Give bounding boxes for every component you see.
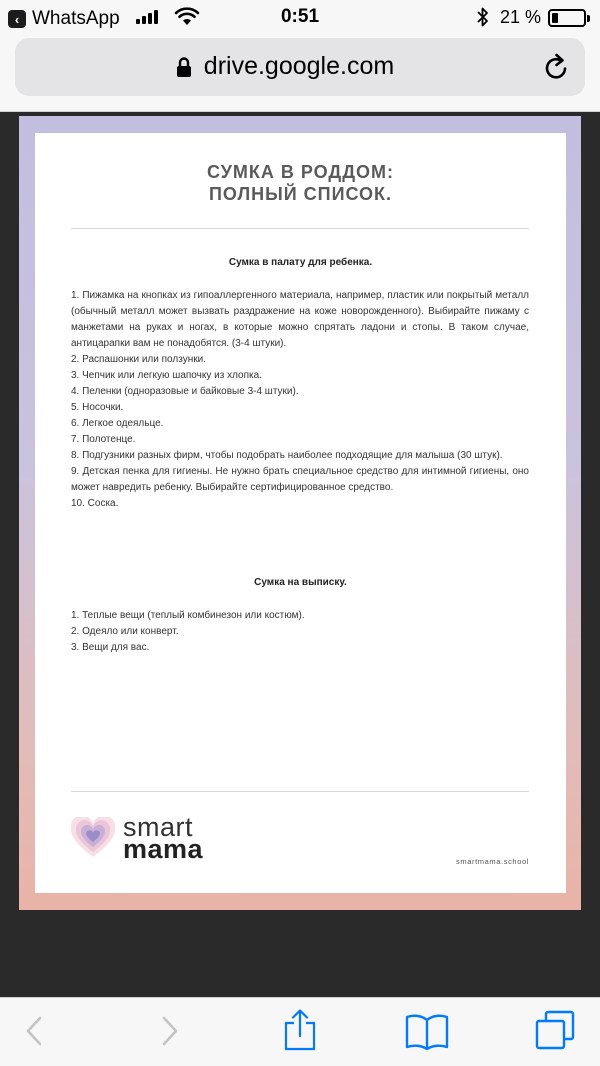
bottom-divider <box>71 791 529 792</box>
list-item: 7. Полотенце. <box>71 434 136 445</box>
back-icon[interactable] <box>22 1014 48 1048</box>
logo-text-mama: mama <box>123 834 204 864</box>
top-divider <box>71 228 529 229</box>
section-heading-ward-bag: Сумка в палату для ребенка. <box>228 257 373 268</box>
list-item: 6. Легкое одеяльце. <box>71 418 164 429</box>
list-item: 2. Распашонки или ползунки. <box>71 354 206 365</box>
url-text: drive.google.com <box>203 52 395 80</box>
logo-text-smart: smart <box>123 812 193 842</box>
forward-icon[interactable] <box>156 1014 182 1048</box>
share-icon[interactable] <box>282 1008 318 1052</box>
list-item: 4. Пеленки (одноразовые и байковые 3-4 штуки). <box>71 386 299 397</box>
document-title-line-2: ПОЛНЫЙ СПИСОК. <box>208 184 393 204</box>
website-link: smartmama.school <box>456 857 529 866</box>
bluetooth-icon <box>476 6 490 28</box>
heart-logo-icon <box>71 817 115 859</box>
list-item: 8. Подгузники разных фирм, чтобы подобрать наиболее подходящие для малыша (30 штук). <box>71 450 503 461</box>
bottom-toolbar <box>0 997 600 1066</box>
list-item: 2. Одеяло или конверт. <box>71 626 179 637</box>
status-bar <box>0 0 600 34</box>
back-to-app-label: WhatsApp <box>32 8 120 29</box>
discharge-bag-list <box>71 608 529 656</box>
section-heading-discharge-bag: Сумка на выписку. <box>254 577 347 588</box>
bookmarks-icon[interactable] <box>404 1012 450 1052</box>
list-item: 5. Носочки. <box>71 402 124 413</box>
address-bar[interactable] <box>15 38 585 96</box>
address-area <box>0 34 600 112</box>
list-item: 1. Пижамка на кнопках из гипоаллергенного материала, например, пластик или покрытый металл (обычный металл может вызвать раздражение на коже новорожденного). Выбирайте пижаму с манжетами на руках и ногах, в которые можно спрятать ладони и стопы. В таком случае, антицарапки вам не понадобятся. (3-4 штуки). <box>71 290 529 349</box>
list-item: 10. Соска. <box>71 498 119 509</box>
tabs-icon[interactable] <box>534 1010 576 1052</box>
clock: 0:51 <box>280 6 320 27</box>
lock-icon <box>176 56 192 78</box>
list-item: 9. Детская пенка для гигиены. Не нужно брать специальное средство для интимной гигиены, оно может навредить ребенку. Выбирайте сертифицированное средство. <box>71 466 529 493</box>
battery-percentage: 21 % <box>500 7 542 27</box>
pdf-viewer[interactable] <box>0 112 600 997</box>
pdf-page <box>35 133 566 893</box>
battery-icon <box>548 9 586 27</box>
ward-bag-list <box>71 288 529 512</box>
list-item: 3. Вещи для вас. <box>71 642 150 653</box>
back-to-app-icon: ‹ <box>8 10 26 28</box>
pdf-page-frame <box>19 116 581 910</box>
smartmama-logo <box>71 812 204 864</box>
list-item: 3. Чепчик или легкую шапочку из хлопка. <box>71 370 262 381</box>
battery-level <box>552 13 558 23</box>
document-title-line-1: СУМКА В РОДДОМ: <box>206 162 395 182</box>
reload-icon[interactable] <box>543 52 571 82</box>
list-item: 1. Теплые вещи (теплый комбинезон или костюм). <box>71 610 305 621</box>
document-title <box>35 161 566 205</box>
